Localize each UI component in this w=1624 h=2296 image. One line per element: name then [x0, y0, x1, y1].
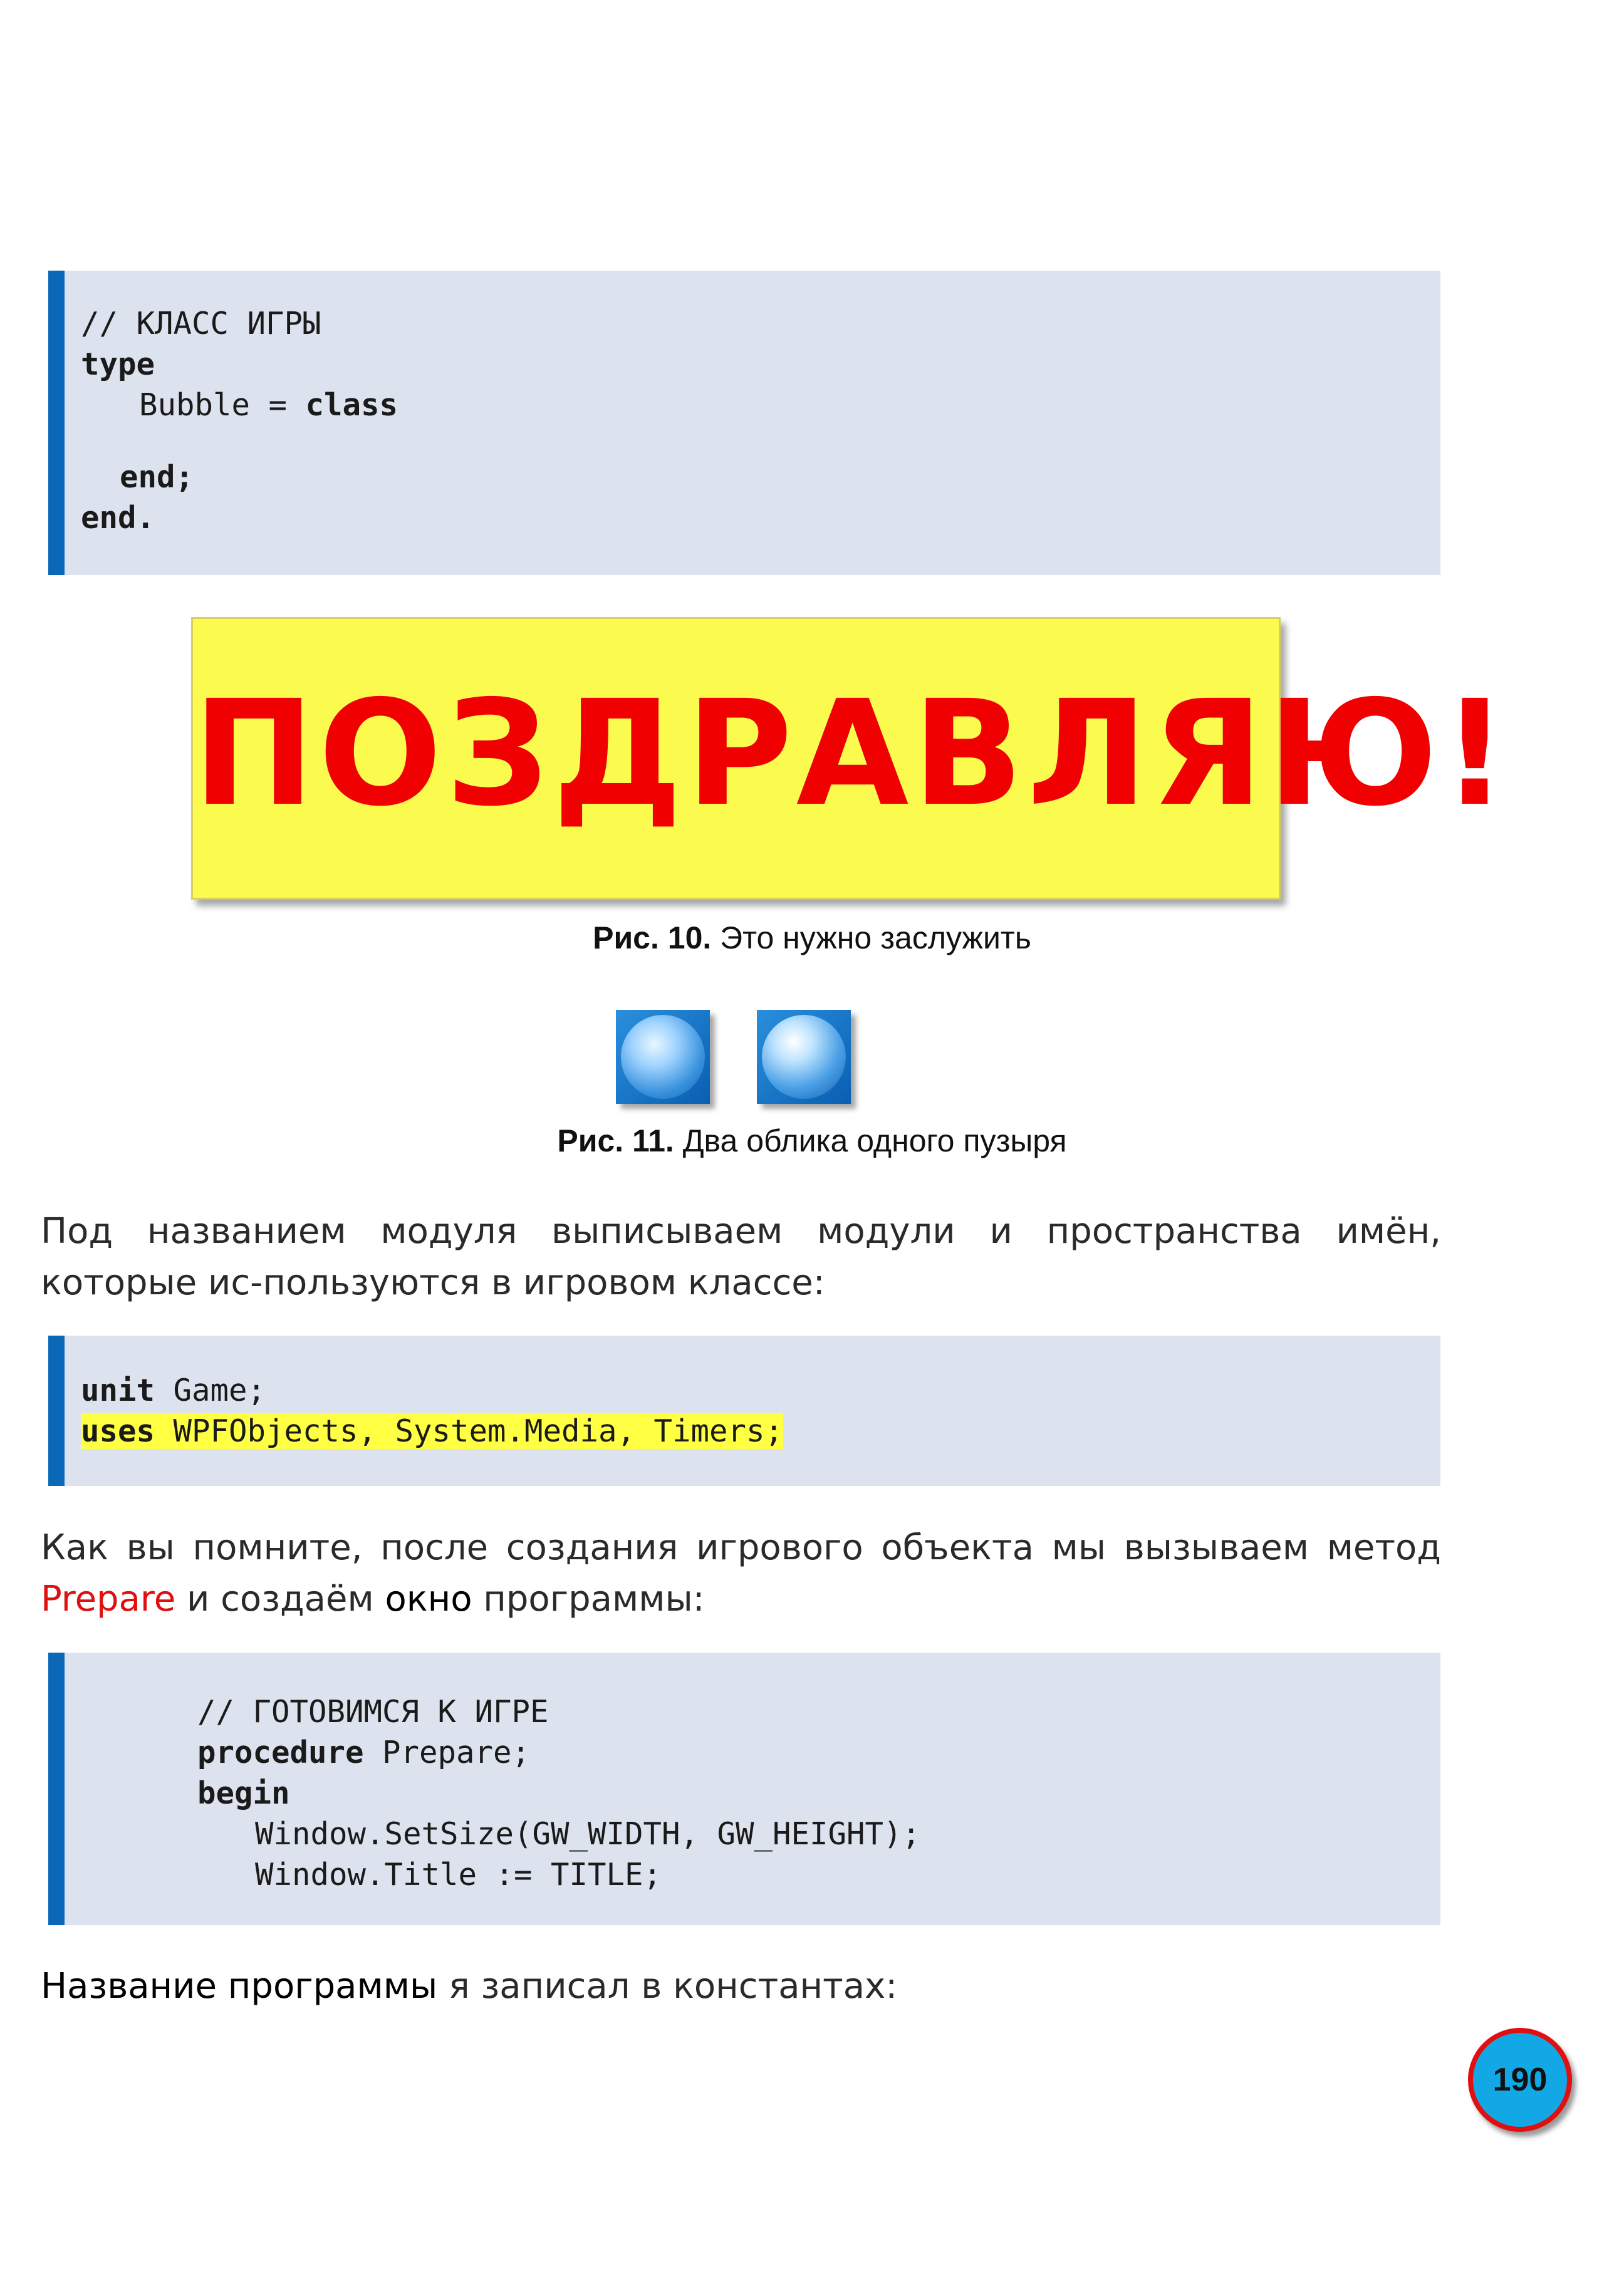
para2-text-1: Как вы помните, после создания игрового объекта мы вызываем метод — [41, 1527, 1441, 1568]
figure-10-text: Это нужно заслужить — [711, 920, 1031, 955]
uses-rest: WPFObjects, System.Media, Timers; — [155, 1413, 784, 1449]
paragraph-program-name — [41, 1961, 1441, 2012]
bubble-sphere-icon — [621, 1015, 705, 1099]
paragraph-prepare — [41, 1522, 1441, 1625]
congratulations-banner-image — [191, 617, 1512, 900]
bubble-name: Bubble = — [139, 387, 306, 423]
code-line-end-inner: end; — [120, 459, 194, 495]
kw-uses: uses — [81, 1413, 155, 1449]
code-line-begin: begin — [197, 1775, 290, 1811]
code-block-accent-bar — [48, 1336, 65, 1486]
code-block-body — [80, 271, 1440, 575]
figure-11-number: Рис. 11. — [557, 1123, 674, 1158]
code-block-body — [80, 1336, 1440, 1486]
figure-11-text: Два облика одного пузыря — [674, 1123, 1067, 1158]
procedure-rest: Prepare; — [363, 1735, 531, 1770]
code-line-comment: // ГОТОВИМСЯ К ИГРЕ — [197, 1694, 549, 1730]
code-block-accent-bar — [48, 1653, 65, 1925]
unit-rest: Game; — [155, 1373, 266, 1408]
code-line-end-outer: end. — [81, 500, 155, 536]
code-block-prepare — [48, 1653, 1440, 1925]
code-line-bubble-class — [139, 385, 398, 425]
banner-text: ПОЗДРАВЛЯЮ! — [193, 669, 1512, 838]
bubble-image-2 — [757, 1010, 851, 1104]
code-line-comment: // КЛАСС ИГРЫ — [81, 306, 321, 341]
code-line-procedure — [197, 1732, 530, 1773]
page-number-badge — [1468, 2028, 1572, 2132]
kw-unit: unit — [81, 1373, 155, 1408]
prepare-link[interactable]: Prepare — [41, 1579, 176, 1619]
bubble-sphere-icon — [762, 1015, 846, 1099]
code-line-title: Window.Title := TITLE; — [255, 1857, 662, 1893]
figure-10-caption — [0, 920, 1624, 956]
para2-text-3: программы: — [472, 1579, 705, 1619]
kw-class: class — [305, 387, 398, 423]
paragraph-modules: Под названием модуля выписываем модули и пространства имён, которые ис-пользуются в игровом классе: — [41, 1211, 1441, 1303]
para3-text: я записал в константах: — [437, 1966, 898, 2007]
figure-10-number: Рис. 10. — [593, 920, 712, 955]
code-block-body — [80, 1653, 1440, 1925]
code-block-game-class — [48, 271, 1440, 575]
code-line-type: type — [81, 346, 155, 382]
code-block-accent-bar — [48, 271, 65, 575]
code-line-setsize: Window.SetSize(GW_WIDTH, GW_HEIGHT); — [255, 1816, 921, 1852]
para2-text-2: и создаём — [175, 1579, 385, 1619]
okno-link[interactable]: окно — [385, 1579, 472, 1619]
page-number: 190 — [1492, 2062, 1548, 2098]
bubble-image-1 — [616, 1010, 710, 1104]
kw-procedure: procedure — [197, 1735, 364, 1770]
code-block-unit-uses — [48, 1336, 1440, 1486]
code-line-unit — [81, 1370, 266, 1411]
figure-11-caption — [0, 1123, 1624, 1159]
program-name-link[interactable]: Название программы — [41, 1966, 438, 2007]
code-line-uses — [81, 1411, 783, 1452]
